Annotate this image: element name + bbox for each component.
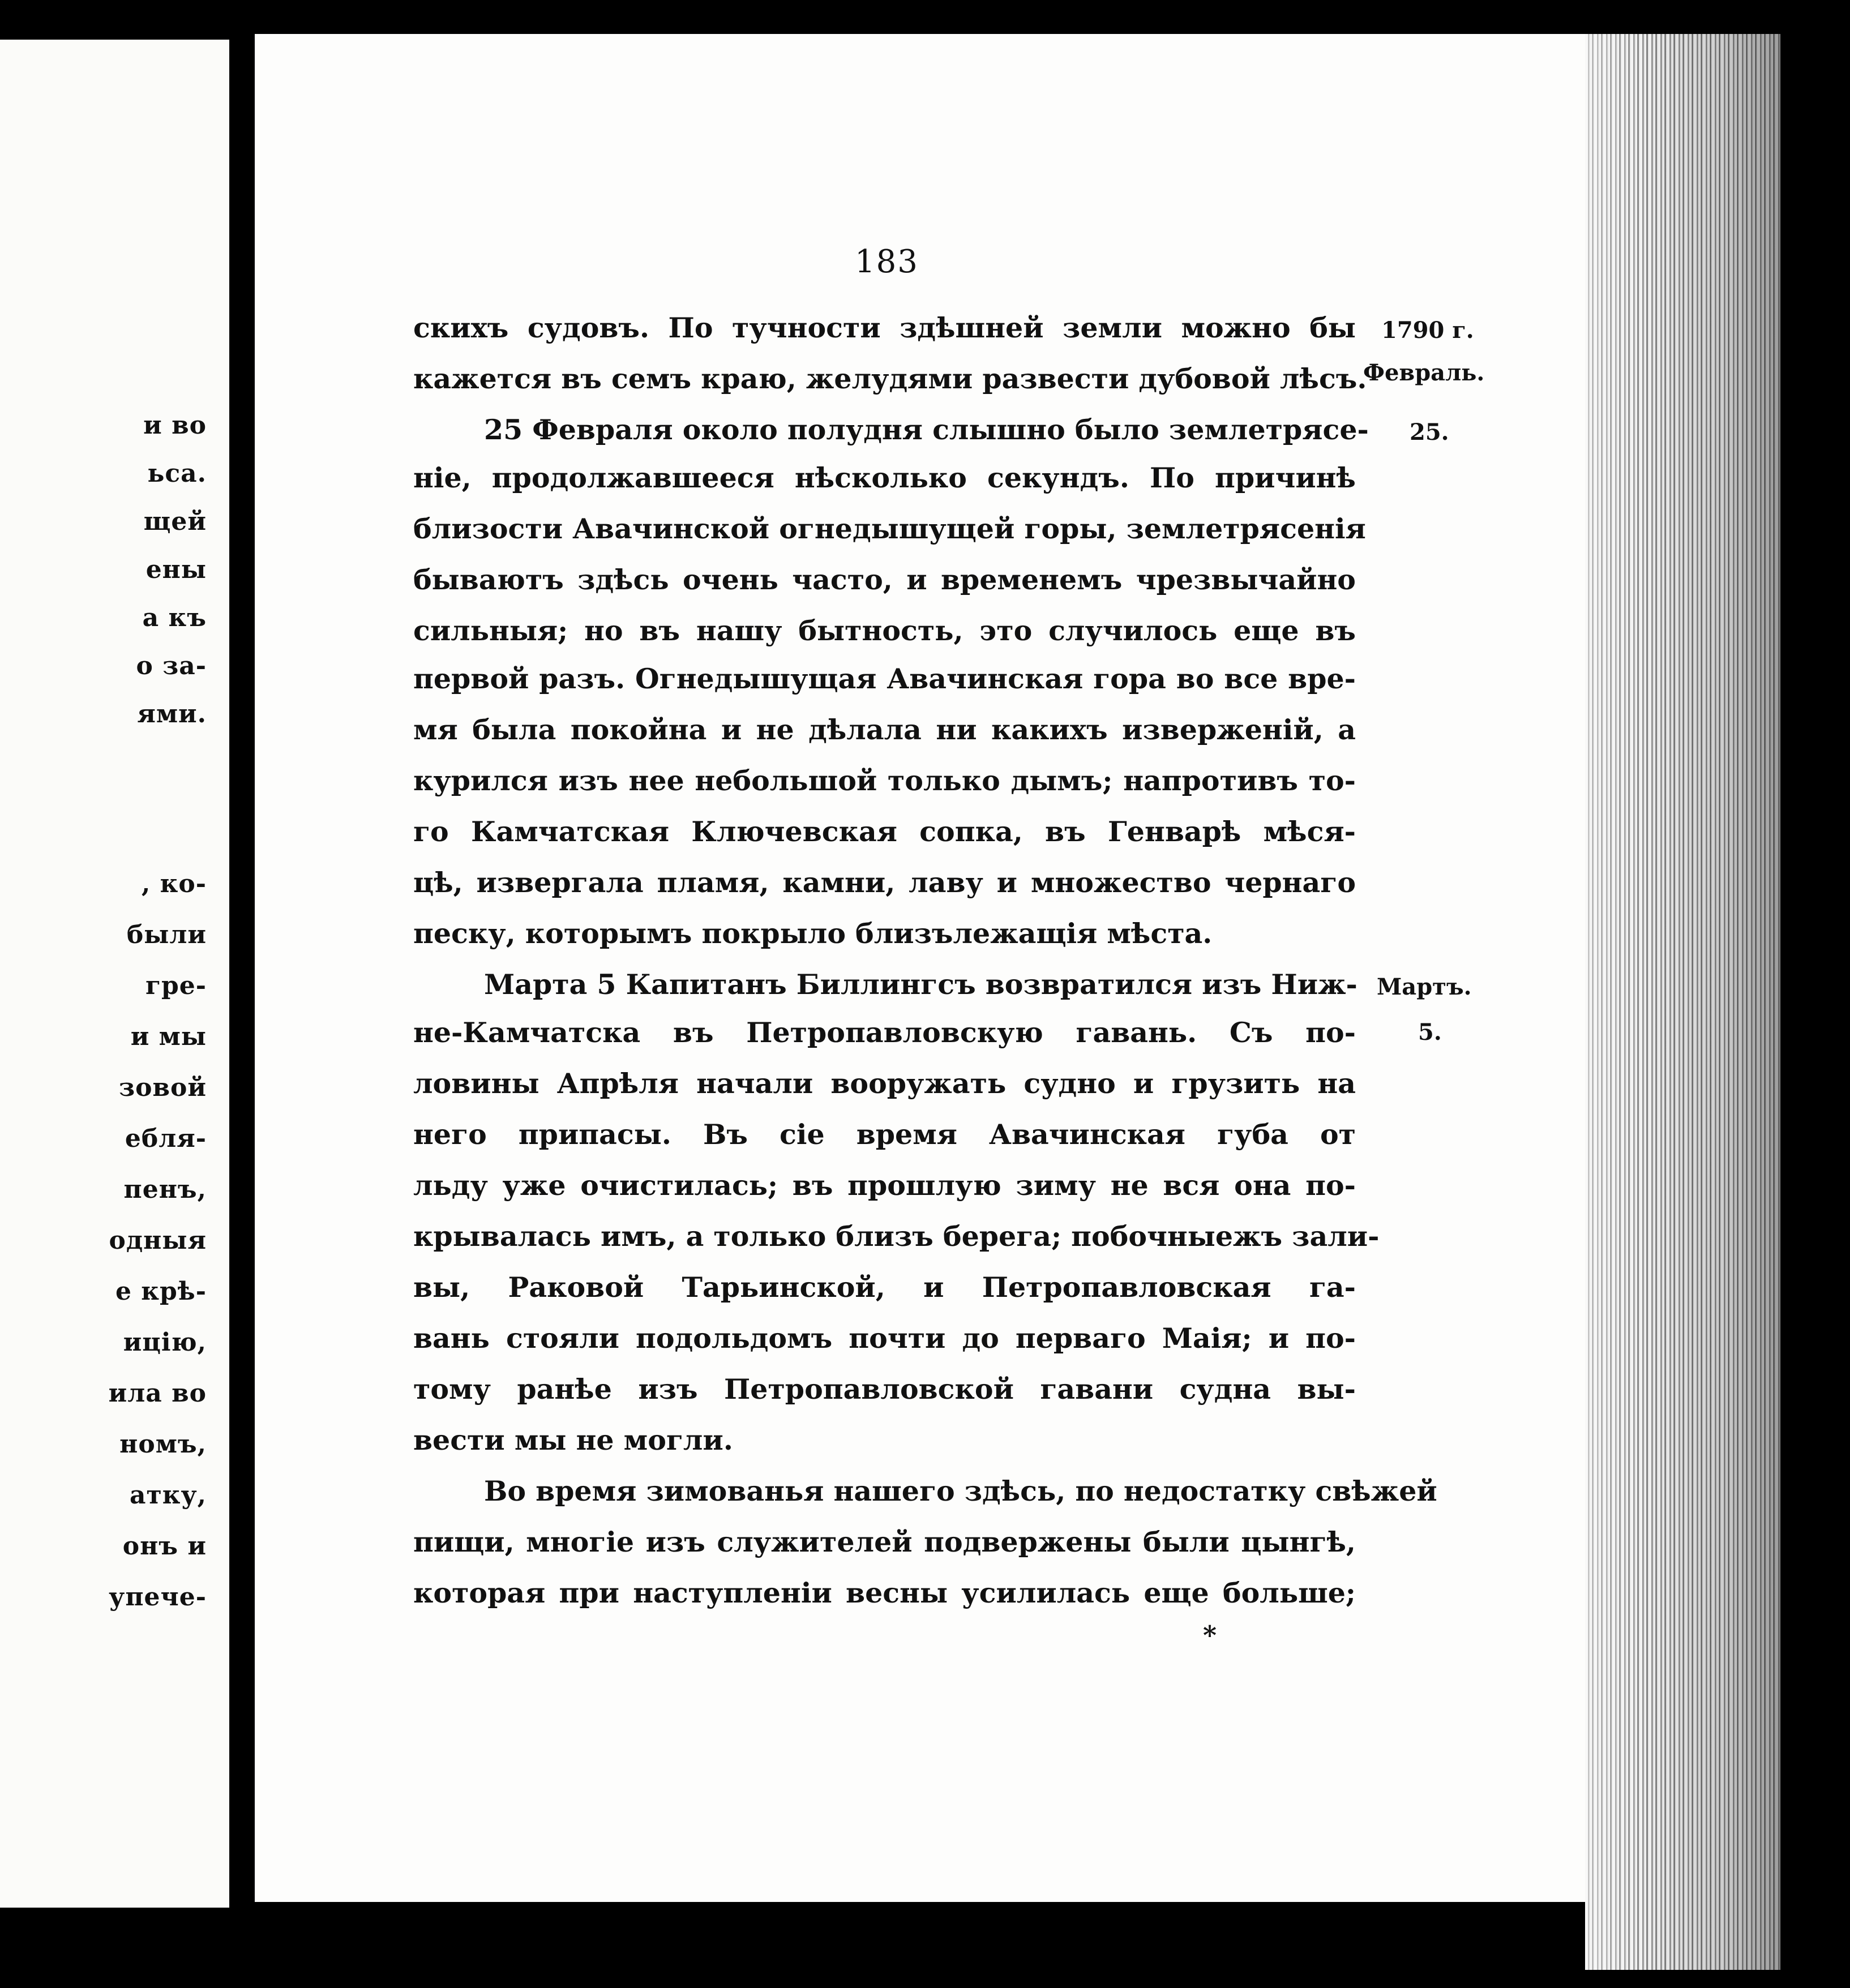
margin-month-february: Февраль.: [1363, 359, 1485, 386]
margin-day-5: 5.: [1418, 1019, 1442, 1046]
left-fragment: , ко-: [141, 869, 207, 898]
margin-year: 1790 г.: [1381, 317, 1474, 344]
left-fragment: и мы: [130, 1022, 207, 1051]
text-line: скихъ судовъ. По тучности здѣшней земли можно бы: [413, 311, 1356, 344]
page-number: 183: [855, 243, 919, 280]
text-line: Марта 5 Капитанъ Биллингсъ возвратился изъ Ниж-: [484, 968, 1357, 1001]
left-fragment: ями.: [137, 700, 207, 729]
page-edge-shading: [1585, 34, 1780, 1970]
margin-day-25: 25.: [1410, 419, 1449, 445]
left-fragment: одныя: [109, 1226, 207, 1255]
left-fragment: ила во: [108, 1379, 207, 1408]
text-line: ловины Апрѣля начали вооружать судно и грузить на: [413, 1067, 1356, 1100]
text-line: вы, Раковой Тарьинской, и Петропавловская га-: [413, 1271, 1356, 1304]
left-fragment: щей: [143, 507, 207, 536]
left-fragment: пенъ,: [123, 1175, 207, 1204]
left-fragment: е крѣ-: [115, 1277, 207, 1306]
left-fragment: а къ: [142, 603, 207, 632]
text-line: ніе, продолжавшееся нѣсколько секундъ. По причинѣ: [413, 461, 1356, 494]
text-line: 25 Февраля около полудня слышно было землетрясе-: [484, 413, 1369, 446]
text-line: бываютъ здѣсь очень часто, и временемъ чрезвычайно: [413, 563, 1356, 596]
left-fragment: и во: [143, 411, 207, 440]
left-fragment: были: [126, 920, 207, 949]
margin-month-march: Мартъ.: [1377, 974, 1472, 1000]
text-line: которая при наступленіи весны усилилась еще больше;: [413, 1576, 1356, 1609]
left-fragment: зовой: [119, 1073, 207, 1102]
left-fragment: онъ и: [122, 1532, 207, 1561]
text-line: не-Камчатска въ Петропавловскую гавань. Съ по-: [413, 1016, 1356, 1049]
text-line: вести мы не могли.: [413, 1424, 733, 1456]
text-line: го Камчатская Ключевская сопка, въ Генварѣ мѣся-: [413, 815, 1356, 848]
text-line: тому ранѣе изъ Петропавловской гавани судна вы-: [413, 1373, 1356, 1406]
text-line: вань стояли подольдомъ почти до перваго Маія; и по-: [413, 1322, 1356, 1355]
left-fragment: гре-: [145, 971, 207, 1000]
left-fragment: ьса.: [147, 459, 207, 488]
text-line: крывалась имъ, а только близъ берега; побочныежъ зали-: [413, 1220, 1380, 1253]
left-fragment: упече-: [109, 1583, 207, 1612]
text-line: близости Авачинской огнедышущей горы, землетрясенія: [413, 512, 1366, 545]
text-line: курился изъ нее небольшой только дымъ; напротивъ то-: [413, 764, 1356, 797]
text-line: льду уже очистилась; въ прошлую зиму не вся она по-: [413, 1169, 1356, 1202]
text-line: Во время зимованья нашего здѣсь, по недостатку свѣжей: [484, 1475, 1437, 1507]
left-fragment: ебля-: [125, 1124, 207, 1153]
left-fragment: ицію,: [123, 1328, 207, 1357]
text-line: песку, которымъ покрыло близълежащія мѣста.: [413, 917, 1213, 950]
left-fragment: о за-: [136, 652, 207, 680]
left-fragment: номъ,: [119, 1430, 207, 1459]
text-line: кажется въ семъ краю, желудями развести дубовой лѣсъ.: [413, 362, 1367, 395]
text-line: цѣ, извергала пламя, камни, лаву и множество чернаго: [413, 866, 1356, 899]
text-line: сильныя; но въ нашу бытность, это случилось еще въ: [413, 614, 1356, 647]
text-line: него припасы. Въ сіе время Авачинская губа от: [413, 1118, 1356, 1151]
text-line: мя была покойна и не дѣлала ни какихъ изверженій, а: [413, 713, 1356, 746]
left-fragment: атку,: [129, 1481, 207, 1510]
left-page: [0, 40, 229, 1908]
text-line: первой разъ. Огнедышущая Авачинская гора во все вре-: [413, 662, 1356, 695]
text-line: пищи, многіе изъ служителей подвержены были цынгѣ,: [413, 1526, 1356, 1558]
catchword-asterisk: *: [1203, 1620, 1217, 1651]
left-fragment: ены: [145, 555, 207, 584]
